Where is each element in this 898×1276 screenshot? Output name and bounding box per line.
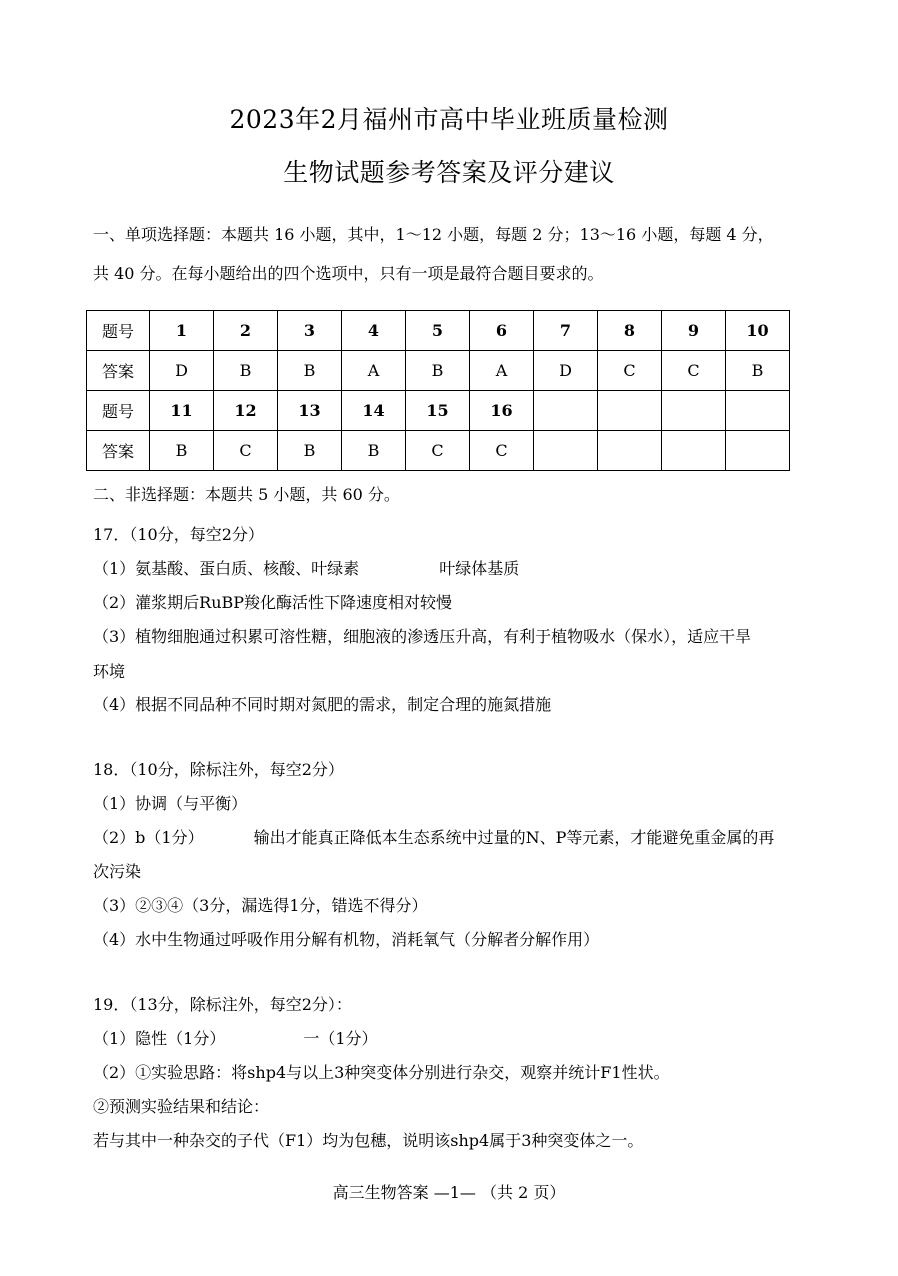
table-row — [87, 391, 790, 431]
question-number: 1 — [150, 311, 214, 351]
answer-cell: C — [214, 431, 278, 471]
answer-cell: D — [150, 351, 214, 391]
answer-cell: C — [662, 351, 726, 391]
q19-answer-1b: 一（1分） — [303, 1029, 378, 1048]
page-footer: 高三生物答案 —1— （共 2 页） — [332, 1183, 566, 1202]
q17-answer-2: （2）灌浆期后RuBP羧化酶活性下降速度相对较慢 — [93, 593, 453, 612]
q18-answer-2-cont: 次污染 — [93, 862, 142, 881]
answer-cell: A — [342, 351, 406, 391]
question-number: 9 — [662, 311, 726, 351]
question-number: 2 — [214, 311, 278, 351]
q17-answer-3-cont: 环境 — [93, 662, 126, 681]
q18-answer-1: （1）协调（与平衡） — [93, 794, 248, 813]
q17-heading: 17．（10分，每空2分） — [93, 525, 264, 544]
question-number: 3 — [278, 311, 342, 351]
question-number: 8 — [598, 311, 662, 351]
empty-cell — [534, 431, 598, 471]
row-label: 答案 — [87, 431, 150, 471]
answer-table — [86, 310, 790, 471]
page-subtitle: 生物试题参考答案及评分建议 — [283, 158, 615, 187]
answer-cell: B — [342, 431, 406, 471]
question-number: 13 — [278, 391, 342, 431]
question-number: 16 — [470, 391, 534, 431]
table-row — [87, 431, 790, 471]
empty-cell — [598, 431, 662, 471]
question-number: 7 — [534, 311, 598, 351]
answer-cell: C — [470, 431, 534, 471]
empty-cell — [598, 391, 662, 431]
answer-cell: B — [278, 431, 342, 471]
answer-cell: B — [150, 431, 214, 471]
answer-cell: B — [406, 351, 470, 391]
question-number: 5 — [406, 311, 470, 351]
empty-cell — [662, 431, 726, 471]
page-title: 2023年2月福州市高中毕业班质量检测 — [229, 105, 669, 134]
q17-answer-1 — [93, 556, 519, 579]
answer-cell: A — [470, 351, 534, 391]
question-number: 12 — [214, 391, 278, 431]
answer-cell: C — [406, 431, 470, 471]
question-number: 11 — [150, 391, 214, 431]
answer-cell: B — [278, 351, 342, 391]
q17-answer-4: （4）根据不同品种不同时期对氮肥的需求，制定合理的施氮措施 — [93, 695, 552, 714]
q18-heading: 18．（10分，除标注外，每空2分） — [93, 760, 344, 779]
q18-answer-2 — [93, 825, 774, 848]
question-number: 14 — [342, 391, 406, 431]
table-row — [87, 351, 790, 391]
q19-answer-1 — [93, 1026, 378, 1049]
row-label: 答案 — [87, 351, 150, 391]
empty-cell — [534, 391, 598, 431]
question-number: 10 — [726, 311, 790, 351]
q19-heading: 19．（13分，除标注外，每空2分）： — [93, 995, 352, 1014]
row-label: 题号 — [87, 311, 150, 351]
q18-answer-3: （3）②③④（3分，漏选得1分，错选不得分） — [93, 896, 428, 915]
question-number: 6 — [470, 311, 534, 351]
section1-intro-line1: 一、单项选择题：本题共 16 小题，其中，1～12 小题，每题 2 分；13～16 小题，每题 4 分， — [93, 225, 774, 244]
question-number: 15 — [406, 391, 470, 431]
q19-answer-1a: （1）隐性（1分） — [93, 1029, 226, 1048]
table-row — [87, 311, 790, 351]
answer-cell: C — [598, 351, 662, 391]
section2-heading: 二、非选择题：本题共 5 小题，共 60 分。 — [93, 485, 400, 504]
q19-answer-3: ②预测实验结果和结论： — [93, 1097, 270, 1116]
empty-cell — [662, 391, 726, 431]
answer-cell: B — [214, 351, 278, 391]
q19-answer-4: 若与其中一种杂交的子代（F1）均为包穗，说明该shp4属于3种突变体之一。 — [93, 1131, 644, 1150]
empty-cell — [726, 391, 790, 431]
answer-cell: D — [534, 351, 598, 391]
q19-answer-2: （2）①实验思路：将shp4与以上3种突变体分别进行杂交，观察并统计F1性状。 — [93, 1063, 670, 1082]
q18-answer-4: （4）水中生物通过呼吸作用分解有机物，消耗氧气（分解者分解作用） — [93, 930, 600, 949]
q17-answer-1a: （1）氨基酸、蛋白质、核酸、叶绿素 — [93, 559, 360, 578]
q17-answer-1b: 叶绿体基质 — [439, 559, 520, 578]
q18-answer-2b: 输出才能真正降低本生态系统中过量的N、P等元素，才能避免重金属的再 — [253, 828, 775, 847]
section1-intro-line2: 共 40 分。在每小题给出的四个选项中，只有一项是最符合题目要求的。 — [93, 264, 604, 283]
q17-answer-3: （3）植物细胞通过积累可溶性糖，细胞液的渗透压升高，有利于植物吸水（保水），适应干旱 — [93, 627, 752, 646]
row-label: 题号 — [87, 391, 150, 431]
question-number: 4 — [342, 311, 406, 351]
q18-answer-2a: （2）b（1分） — [93, 828, 204, 847]
empty-cell — [726, 431, 790, 471]
answer-cell: B — [726, 351, 790, 391]
